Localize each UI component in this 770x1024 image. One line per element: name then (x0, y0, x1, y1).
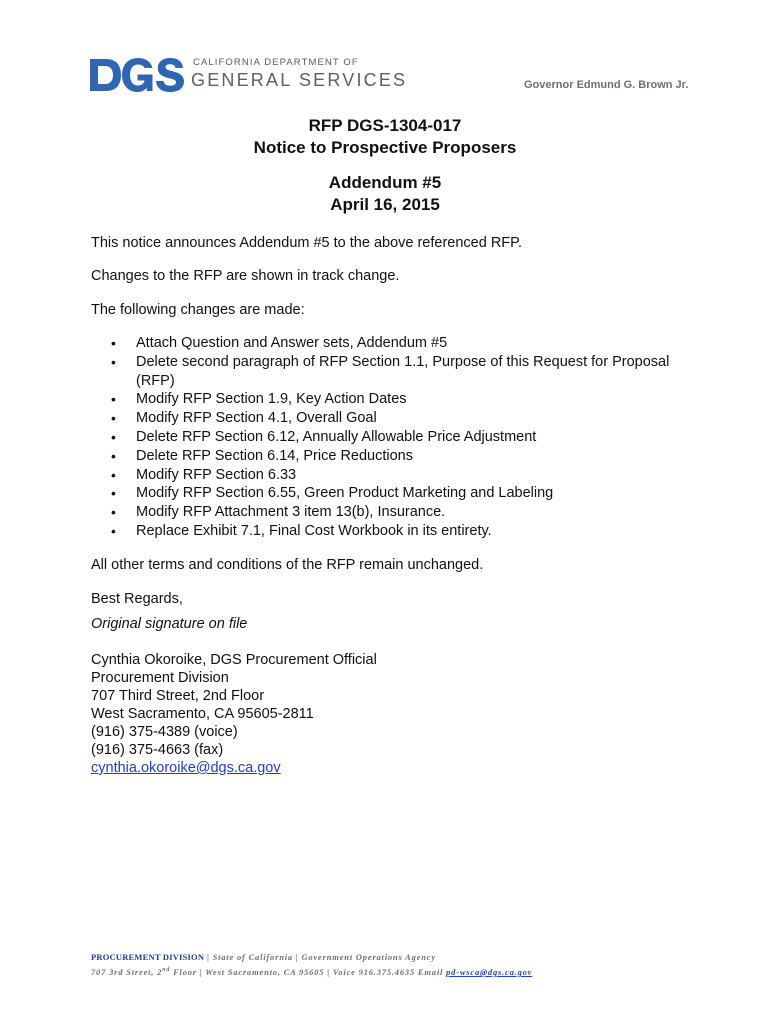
list-item: • Modify RFP Section 4.1, Overall Goal (111, 409, 671, 428)
footer-division: PROCUREMENT DIVISION (91, 952, 205, 962)
contact-voice: (916) 375-4389 (voice) (91, 724, 238, 740)
footer-email-link[interactable]: pd-wsca@dgs.ca.gov (446, 967, 533, 977)
list-item: • Delete second paragraph of RFP Section 1.1, Purpose of this Request for Proposal (RFP) (111, 353, 671, 391)
list-item: • Modify RFP Section 6.33 (111, 466, 671, 485)
track-change-paragraph: Changes to the RFP are shown in track change. (91, 268, 400, 284)
contact-fax: (916) 375-4663 (fax) (91, 742, 224, 758)
contact-email-link[interactable]: cynthia.okoroike@dgs.ca.gov (91, 760, 281, 776)
intro-paragraph: This notice announces Addendum #5 to the above referenced RFP. (91, 235, 522, 251)
closing-terms: All other terms and conditions of the RFP remain unchanged. (91, 557, 484, 573)
agency-name: GENERAL SERVICES (191, 70, 408, 90)
regards: Best Regards, (91, 591, 183, 607)
addendum-date: April 16, 2015 (330, 195, 440, 214)
footer-address-prefix: 707 3rd Street, 2 (91, 967, 163, 977)
list-item: • Delete RFP Section 6.14, Price Reductions (111, 447, 671, 466)
footer-address-suffix: Floor | West Sacramento, CA 95605 | Voice 916.375.4635 Email (170, 967, 447, 977)
list-item: • Modify RFP Section 1.9, Key Action Dates (111, 390, 671, 409)
list-item: • Modify RFP Attachment 3 item 13(b), Insurance. (111, 503, 671, 522)
governor-line: Governor Edmund G. Brown Jr. (524, 79, 689, 91)
list-intro: The following changes are made: (91, 302, 305, 318)
footer-line-1: PROCUREMENT DIVISION | State of California | Government Operations Agency (91, 952, 436, 962)
footer-line-2 (91, 967, 532, 977)
contact-city: West Sacramento, CA 95605-2811 (91, 706, 314, 722)
list-item: • Delete RFP Section 6.12, Annually Allowable Price Adjustment (111, 428, 671, 447)
footer-agency: State of California | Government Operations Agency (212, 952, 436, 962)
rfp-number: RFP DGS-1304-017 (308, 116, 462, 135)
contact-street: 707 Third Street, 2nd Floor (91, 688, 265, 704)
contact-division: Procurement Division (91, 670, 229, 686)
footer-address-sup: nd (162, 967, 171, 974)
list-item: • Modify RFP Section 6.55, Green Product Marketing and Labeling (111, 484, 671, 503)
list-item: • Attach Question and Answer sets, Addendum #5 (111, 334, 671, 353)
contact-name: Cynthia Okoroike, DGS Procurement Official (91, 652, 377, 668)
notice-title: Notice to Prospective Proposers (253, 138, 517, 157)
contact-block (91, 651, 377, 777)
changes-list (111, 334, 671, 541)
list-item: • Replace Exhibit 7.1, Final Cost Workbook in its entirety. (111, 522, 671, 541)
signature-note: Original signature on file (91, 616, 248, 632)
agency-subtitle: CALIFORNIA DEPARTMENT OF (193, 57, 359, 68)
addendum-title: Addendum #5 (328, 173, 442, 192)
dgs-logo (90, 58, 186, 92)
